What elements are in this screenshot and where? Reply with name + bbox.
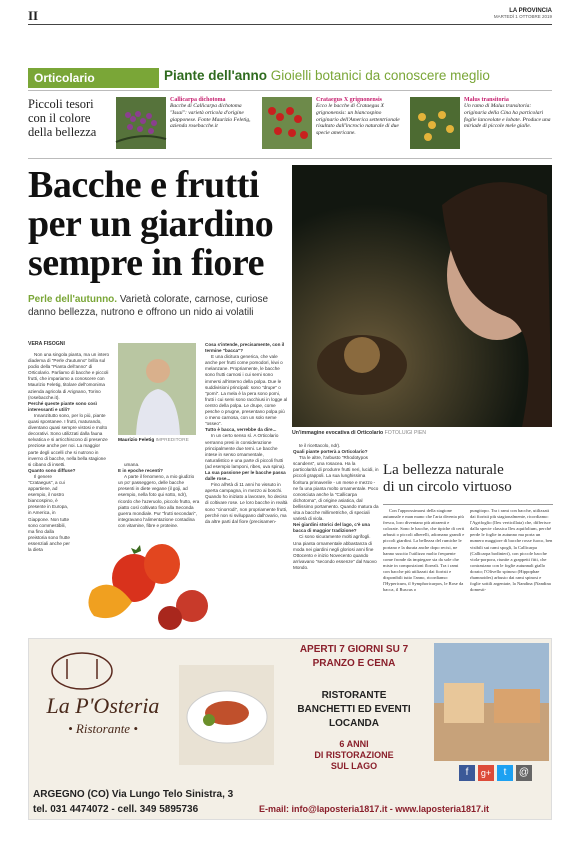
col2-q2: Cosa s'intende, precisamente, con il termine "bacca"? [205,342,285,354]
portrait-credit: IMPREDITORE [155,438,189,443]
col2-q4: La sua passione per le bacche passa dalle rose... [205,469,286,482]
main-photo-credit: FOTOLUIGI PIEN [384,430,427,436]
section-title-main: Piante dell'anno [164,68,267,83]
ad-banner-line-2: PRANZO E CENA [312,658,396,669]
facebook-icon[interactable]: f [459,765,475,781]
column-3 [293,443,379,584]
ad-service-2: BANCHETTI ED EVENTI [297,704,411,715]
crataegus-photo [262,97,312,149]
teaser-item-2-title: Crataegus X grignonensis [316,97,383,103]
col3-p2: Tra le altre, l'arbusto "Rhodotypos scandens", una rosacea. Ha la particolarità di produrre frutti neri, lucidi, in piccoli grappoli. La sua lunghissima fioritura primaverile - un mese e mezzo - ne fa una pianta molto ornamentale. Poco conosciuta anche la "Callicarpa dichotoma", di origine asiatica, dal bellissimo portamento. Quando matura da vita a bacche millimetriche, di speciali varietà di viola. [293,455,379,522]
main-photo [292,165,552,427]
main-photo-caption [292,430,426,436]
portrait-illustration [118,343,196,435]
ad-anniv-1: 6 ANNI [339,739,369,749]
teaser-item-3 [464,97,552,130]
ad-opening-banner [279,643,429,683]
email-icon[interactable]: @ [516,765,532,781]
issue-date: MARTEDÌ 1 OTTOBRE 2019 [493,14,552,19]
col2-q3: Tutto è bacca, verrebbe da dire... [205,427,277,433]
col2-p1: umana. [124,462,140,467]
twitter-icon[interactable]: t [497,765,513,781]
teaser-item-3-text: Un ramo di Malus transitoria: originaria della Cina ha particolari foglie lanceolate e lobate. Produce una miriade di piccole mele gialle. [464,103,551,130]
callicarpa-illustration [116,97,166,149]
sidebar-title-line-2: di un circolo virtuoso [383,479,512,495]
teaser-item-1-text: Bacche di Callicarpa dichotoma "Issai": varietà orticola d'origine giapponese. Fonte Maurizio Feletig, azienda rosebacche.it [170,103,251,130]
teaser-item-1 [170,97,256,130]
header-rule [28,24,552,25]
deck [28,294,290,319]
col1-q2: Quanto sono diffuse? [28,467,76,473]
main-photo-caption-text: Un'immagine evocativa di Orticolario [292,430,384,436]
ad-service-1: RISTORANTE [321,690,387,701]
ad-phones: tel. 031 4474072 - cell. 349 5895736 [33,804,199,815]
main-photo-illustration [292,165,552,427]
sidebar-title-line-1: La bellezza naturale [383,462,504,478]
col1-q1: Perché queste piante sono così interessanti e utili? [28,400,97,412]
sidebar-col-b-text: pungitopo. Tra i rami con bacche, utilizzati dai fioristi più stagionalmente, ricordiamo: l'Agrifoglio (Ilex verticillata) che, differisce dalla specie classica Ilex aquifolium, perché perde le foglie in autunno ma porta un numero maggiore di bacche rosse fuoco, ben visibili sui rami spogli, la Callicarpa (Callicarpa bodinieri), con piccole bacche viola-porpora, riunite a grappetti fitti, che contrastano con le foglie autunnali giallo dorato; l'Olivello spinoso (Hippophae rhamnoides) arbusto dai rami spinosi e foglie sottili argentate, la Nandina (Nandina domesti- [470,508,553,593]
ad-anniv-2: DI RISTORAZIONE [314,750,394,760]
headline-line-3: sempre in fiore [28,242,264,284]
ad-lake-photo [434,643,549,761]
col1-p2: Innanzitutto sono, per lo più, piante quasi spontanee. I frutti, maturando, diventano quasi sempre vistosi e molto decorativi. Sono utilizzati dalla fauna selvatica e si arricchiscono di presenze preziose anche per noi. La maggior parte degli uccelli che si nutrono in inverno di bacche, nella bella stagione si cibano di insetti. [28,412,108,467]
col3-p1: te il ricettacolo, ndr). [299,443,341,448]
teaser-item-3-title: Malus transitoria [464,97,509,103]
ad-logo-sub: • Ristorante • [68,721,138,736]
portrait-caption [118,438,189,443]
column-2 [205,342,288,584]
deck-text: Varietà colorate, carnose, curiose danno bellezza, nutrono e offrono un nido ai volatili [28,294,269,318]
section-tag: Orticolario [28,68,159,88]
teaser-rule [28,158,552,159]
ad-address: ARGEGNO (CO) Via Lungo Telo Sinistra, 3 [33,789,234,800]
col2-p5: Fino all'età di 11 anni ho vissuto in aperta campagna, in mezzo ai boschi. Quando ho iniziato a lavorare, ho deciso di coltivare rose. Le loro bacche in realtà sono "cinorrodi", non propriamente frutti, perché non si sviluppano dall'ovario, ma da altre parti dal fiore (precisamen- [205,482,288,524]
col3-q1: Quali piante porterà a Orticolario? [293,449,368,455]
col1-p1: Non una singola pianta, ma un intero diadema di "Perle d'autunno" brilla sul podio della "Pianta dell'anno" di Orticolario. Parliamo di bacche e piccoli frutti, che impariamo a conoscere con Maurizio Feletig, titolare dell'omonima azienda agricola di Arignano, Torino (rosebacche.it). [28,352,110,400]
teaser-item-2 [316,97,404,137]
col1-p3: Il genere "Crataegus", a cui appartiene, ad esempio, il nostro biancospino, è presente in Europa, in America, in Giappone. Non tutte sono commestibili, ma fino dalla preistoria sono frutte essenziali anche per la dieta [28,473,70,552]
sidebar-rule [383,504,553,505]
section-title [164,68,490,83]
portrait-name: Maurizio Feletig [118,438,155,443]
col3-p3: Ci sono sicuramente molti agrifogli. Una pianta ornamentale abbastanza di moda nei giardini negli gloriosi anni fine Ottocento e inizio Novecento quando arrivavano "secondo essenze" dal Nuovo Mondo. [293,534,377,570]
author: VERA FISOGNI [28,341,65,347]
headline [28,166,288,283]
paper-name: LA PROVINCIA [509,8,552,14]
col3-q2: Nei giardini storici del lago, c'è una bacca di maggior tradizione? [293,522,370,534]
headline-line-2: per un giardino [28,203,274,245]
section-rule [28,90,552,91]
ad-anniversary [279,739,429,772]
col2-p4: In un certo senso sì. A Orticolario verranno presi in considerazione principalmente due temi. Le bacche intese in senso ornamentale, naturalistico e una parte di piccoli frutti (ad esempio lamponi, ribes, uva spina). [205,433,286,469]
ad-service-3: LOCANDA [329,718,379,729]
ad-contact[interactable]: E-mail: info@laposteria1817.it - www.laposteria1817.it [259,804,490,814]
col2-q1: E in epoche recenti? [118,468,163,474]
teaser-item-1-title: Callicarpa dichotoma [170,97,226,103]
col2-p3: E una dicitura generica, che vale anche per frutti come pomodori, kiwi o melanzane. Propriamente, le bacche sono frutti carnosi i cui semi sono immersi all'interno della polpa. Due le suddivisioni principali: sono "drupe" o "pomi". La mela è la pera sono pomi, frutti i cui semi sono racchiusi in logge al centro della polpa. Le drupe, come pesche o prugne, presentano polpa più o meno carnosa, con un solo seme "osseo". [205,354,288,427]
section-title-sub: Gioielli botanici da conoscere meglio [270,68,490,83]
headline-line-1: Bacche e frutti [28,164,259,206]
callicarpa-photo [116,97,166,149]
sidebar-col-a-text: Con l'approssimarsi della stagione autunnale e man mano che l'aria diventa più fresca, loro diventano più attraenti e colorate. Sono le bacche, che tipiche di certi arbusti o piccoli alberelli, adornano grandi e piccoli giardini. La bellezza del rumiche le portano e la durata anche dopo recisi, ne hanno suscito l'utilizzo molto frequente come fronde da impiegare sia da sole che miste in composizioni floreali. Tra i rami con bacche più utilizzati dai fioristi e disponibili tutto l'anno, ricordiamo: l'Hypericum, il Symphoricarpos, le Rose da bacca, il Ruscus o [383,508,465,593]
ad-social-icons [459,765,532,781]
ad-anniv-3: SUL LAGO [330,761,378,771]
ad-services [279,689,429,731]
ad-banner-line-1: APERTI 7 GIORNI SU 7 [299,644,409,655]
deck-lead: Perle dell'autunno. [28,294,118,305]
col2-p2: A parte il fenomeno, a mio giudizio un po' passeggero, delle bacche presenti in diete vegane (il goji, ad esempio, nella foto qui sotto, ndr), ricordo che l'azeruolo, piccolo frutto, era piatto così coltivato fino alla Seconda guerra mondiale. Pur "frutti secondari", integravano l'alimentazione contadina con vitamine, fibre e proteine. [118,474,200,528]
malus-illustration [410,97,460,149]
crataegus-illustration [262,97,312,149]
restaurant-logo-icon [37,647,127,691]
column-2-top [118,462,200,582]
advertisement[interactable] [28,638,552,820]
teaser-item-2-text: Ecco le bacche di Crataegus X grignonensis: un biancospino originario dell'America settentrionale risultato dall'incrocio naturale di due specie americane. [316,103,400,137]
portrait-photo [118,343,196,435]
malus-photo [410,97,460,149]
ad-dish-photo [179,665,274,765]
page-number: II [28,8,39,23]
teaser-intro: Piccoli tesori con il colore della bellezza [28,97,97,139]
google-plus-icon[interactable]: g+ [478,765,494,781]
sidebar-col-a [383,508,465,593]
sidebar-title [383,462,553,496]
masthead [494,8,552,19]
sidebar-col-b [470,508,553,593]
ad-logo-name: La P'Osteria [46,693,160,718]
